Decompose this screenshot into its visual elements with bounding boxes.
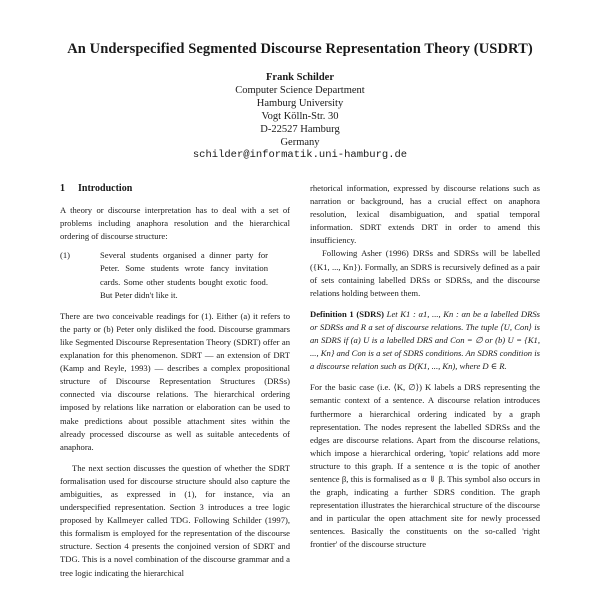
author-country: Germany [280, 137, 320, 148]
intro-paragraph-3: The next section discusses the question of whether the SDRT formalisation used for discourse structure should also capture the ambiguities, as expressed in (1), for instance, via an underspecified representation. Section 3 introduces a tree logic proposed by Kallmeyer called TDG. Following Schilder (1997), this formalism is employed for the representation of the discourse structure. Section 4 presents the conjoined version of SDRT and TDG. This is a novel combination of the discourse grammar and a tree logic indicating the hierarchical [60, 462, 290, 578]
intro-paragraph-2: There are two conceivable readings for (1). Either (a) it refers to the party or (b) Peter only disliked the food. Discourse grammars like Segmented Discourse Representation Theory (SDRT) offer an explanation for this phenomenon. SDRT — an extension of DRT (Kamp and Reyle, 1993) — describes a complex propositional structure of Discourse Representation Structures (DRSs) connected via discourse relations. The hierarchical ordering imposed by relations like narration or elaboration can be used to make predictions about possible attachment sites within the already processed discourse as well as suitable antecedents of anaphora. [60, 310, 290, 452]
author-city: D-22527 Hamburg [260, 124, 340, 135]
example-text: Several students organised a dinner party for Peter. Some students wrote fancy invitation cards. Some other students bought exotic food. But Peter didn't like it. [100, 250, 268, 300]
author-univ: Hamburg University [256, 98, 344, 109]
example-1 [60, 249, 290, 301]
right-paragraph-2: Following Asher (1996) DRSs and SDRSs will be labelled ({K1, ..., Kn}). Formally, an SDRS is recursively defined as a pair of sets containing labelled DRSs or SDRSs, and the discourse relations holding between them. [310, 248, 540, 298]
definition-text: Let K1 : α1, ..., Kn : αn be a labelled DRSs or SDRSs and R a set of discourse relations. The tuple ⟨U, Con⟩ is an SDRS if (a) U is a labelled DRS and Con = ∅ or (b) U = {K1, ..., Kn} and Con is a set of SDRS conditions. An SDRS condition is a discourse relation such as D(K1, ..., Kn), where D ∈ R. [310, 308, 540, 372]
section-number: 1 [60, 183, 65, 194]
section-title: Introduction [78, 183, 133, 194]
intro-paragraph-1: A theory or discourse interpretation has to deal with a set of problems including anaphora resolution and the hierarchical ordering of discourse structure: [60, 205, 290, 242]
section-heading [60, 182, 290, 195]
definition-1 [310, 308, 540, 373]
author-name: Frank Schilder [266, 72, 334, 83]
author-dept: Computer Science Department [235, 85, 365, 96]
author-street: Vogt Kölln-Str. 30 [261, 111, 339, 122]
definition-label: Definition 1 (SDRS) [310, 308, 385, 319]
example-label: (1) [60, 250, 71, 261]
right-column [310, 182, 540, 552]
left-column [60, 182, 290, 580]
author-block [0, 71, 600, 162]
paper-title: An Underspecified Segmented Discourse Representation Theory (USDRT) [67, 41, 533, 57]
right-paragraph-3: For the basic case (i.e. ⟨K, ∅⟩) K labels a DRS representing the semantic context of a sentence. A discourse relation introduces furthermore a hierarchical ordering indicated by a graph representation. The nodes represent the labelled SDRSs and the edges are discourse relations. Apart from the discourse relations, which impose a hierarchical ordering, 'topic' relations add more structure to this graph. If a sentence α is the topic of another sentence β, this is formalised as α ⇓ β. This symbol also occurs in the graph, indicating a further SDRS condition. The graph representation illustrates the hierarchical structure of the discourse and in particular the open attachment site for newly processed sentences. Basically the constituents on the so-called 'right frontier' of the discourse structure [310, 382, 540, 550]
author-email[interactable]: schilder@informatik.uni-hamburg.de [192, 149, 408, 161]
right-paragraph-1: rhetorical information, expressed by discourse relations such as narration or background, has a crucial effect on anaphora resolution, lexical disambiguation, and spatial temporal information. SDRT extends DRT in order to amend this insufficiency. [310, 183, 540, 246]
